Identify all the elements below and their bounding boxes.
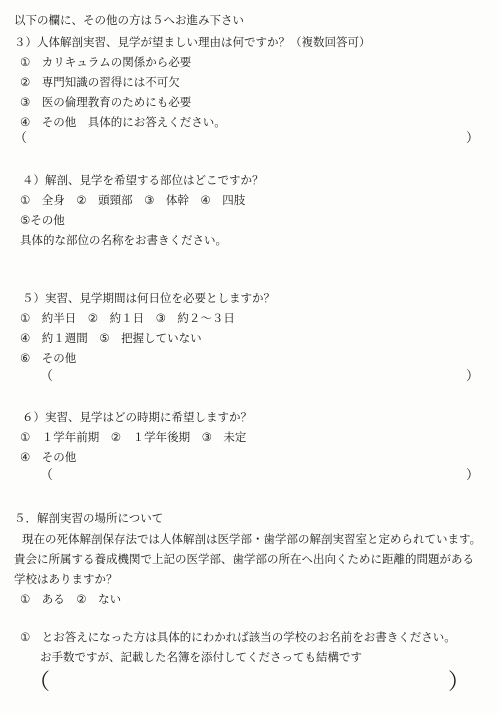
- q3-option-3: ③ 医の倫理教育のためにも必要: [20, 95, 192, 109]
- section5-body-line-1: 現在の死体解剖保存法では人体解剖は医学部・歯学部の解剖実習室と定められています。: [22, 532, 482, 546]
- q4-options-line-2: ⑤その他: [20, 213, 65, 227]
- section5-followup-line-2: お手数ですが、記載した名簿を添付してくださっても結構です: [40, 650, 362, 664]
- q3-answer-open-paren: （: [14, 131, 28, 146]
- q6-options-line-1: ① １学年前期 ② １学年後期 ③ 未定: [20, 430, 247, 444]
- q5-options-line-2: ④ 約１週間 ⑤ 把握していない: [20, 331, 202, 345]
- q3-option-1: ① カリキュラムの関係から必要: [20, 55, 192, 69]
- q4-options-line-1: ① 全身 ② 頭頸部 ③ 体幹 ④ 四肢: [20, 193, 246, 207]
- q5-title: ５）実習、見学期間は何日位を必要としますか？: [22, 291, 275, 305]
- section5-followup-line-1: ① とお答えになった方は具体的にわかれば該当の学校のお名前をお書きください。: [20, 630, 456, 644]
- q5-answer-close-paren: ）: [466, 369, 480, 384]
- section5-body-line-2: 貴会に所属する養成機関で上記の医学部、歯学部の所在へ出向くために距離的問題がある: [14, 552, 474, 566]
- section5-answer-close-paren: ）: [448, 670, 471, 695]
- q6-answer-close-paren: ）: [466, 468, 480, 483]
- q5-options-line-3: ⑥ その他: [20, 351, 77, 365]
- q6-answer-open-paren: （: [40, 468, 54, 483]
- section5-options: ① ある ② ない: [20, 592, 122, 606]
- q5-answer-open-paren: （: [40, 369, 54, 384]
- q5-options-line-1: ① 約半日 ② 約１日 ③ 約２～３日: [20, 311, 235, 325]
- q6-title: ６）実習、見学はどの時期に希望しますか？: [22, 410, 252, 424]
- q3-option-4: ④ その他 具体的にお答えください。: [20, 115, 226, 129]
- section5-title: ５．解剖実習の場所について: [14, 511, 164, 525]
- section5-body-line-3: 学校はありますか？: [14, 572, 118, 586]
- q4-instruction: 具体的な部位の名称をお書きください。: [20, 233, 227, 247]
- q3-option-2: ② 専門知識の習得には不可欠: [20, 75, 180, 89]
- q6-options-line-2: ④ その他: [20, 450, 77, 464]
- q4-title: ４）解剖、見学を希望する部位はどこですか？: [22, 173, 264, 187]
- q3-title: ３）人体解剖実習、見学が望ましい理由は何ですか？（複数回答可）: [14, 35, 371, 49]
- intro-text: 以下の欄に、その他の方は５へお進み下さい: [14, 13, 244, 27]
- section5-answer-open-paren: （: [28, 670, 51, 695]
- q3-answer-close-paren: ）: [466, 131, 480, 146]
